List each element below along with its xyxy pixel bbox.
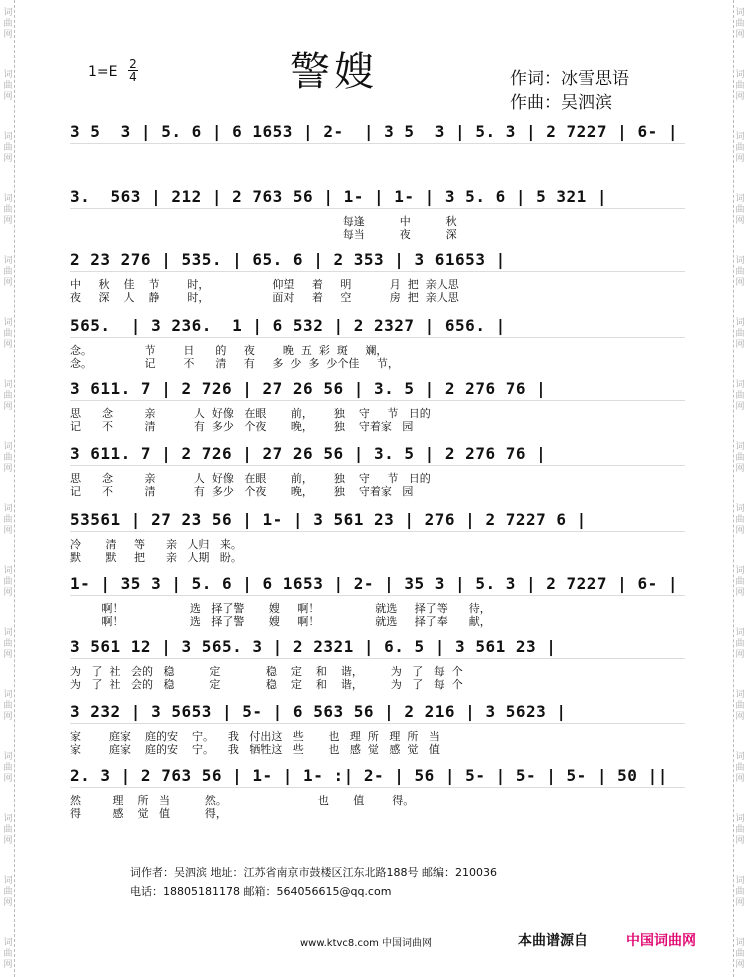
watermark-text: 词 曲 网 xyxy=(735,442,745,474)
lyric-line: 啊！ 选 择了警 嫂 啊！ 就选 择了奉 献， xyxy=(70,615,491,628)
site-url[interactable]: www.ktvc8.com 中国词曲网 xyxy=(300,938,433,949)
footer-contact: 电话：18805181178 邮箱：564056615@qq.com xyxy=(130,885,392,898)
watermark-text: 词 曲 网 xyxy=(3,938,13,970)
underline-guide xyxy=(70,723,685,724)
watermark-text: 词 曲 网 xyxy=(3,504,13,536)
watermark-text: 词 曲 网 xyxy=(3,876,13,908)
notation-line: 3 5 3 | 5. 6 | 6 1653 | 2- | 3 5 3 | 5. 3 | 2 7227 | 6- | xyxy=(70,122,678,141)
lyric-line: 每逢 中 秋 xyxy=(70,215,457,228)
lyric-line: 为 了 社 会的 稳 定 稳 定 和 谐， 为 了 每 个 xyxy=(70,665,463,678)
watermark-text: 词 曲 网 xyxy=(735,876,745,908)
lyric-line: 夜 深 人 静 时， 面对 着 空 房 把 亲人思 xyxy=(70,291,459,304)
composer: 作曲：吴泗滨 xyxy=(510,93,612,113)
song-title: 警嫂 xyxy=(290,49,378,95)
watermark-text: 词 曲 网 xyxy=(3,256,13,288)
watermark-text: 词 曲 网 xyxy=(3,814,13,846)
underline-guide xyxy=(70,208,685,209)
watermark-text: 词 曲 网 xyxy=(735,814,745,846)
underline-guide xyxy=(70,465,685,466)
watermark-text: 词 曲 网 xyxy=(3,690,13,722)
underline-guide xyxy=(70,400,685,401)
lyric-line: 思 念 亲 人 好像 在眼 前， 独 守 节 日的 xyxy=(70,472,431,485)
watermark-text: 词 曲 网 xyxy=(3,194,13,226)
watermark-text: 词 曲 网 xyxy=(735,938,745,970)
watermark-text: 词 曲 网 xyxy=(735,380,745,412)
lyric-line: 家 庭家 庭的安 宁。 我 付出这 些 也 理 所 理 所 当 xyxy=(70,730,440,743)
underline-guide xyxy=(70,531,685,532)
watermark-text: 词 曲 网 xyxy=(3,442,13,474)
watermark-text: 词 曲 网 xyxy=(3,380,13,412)
lyric-line: 为 了 社 会的 稳 定 稳 定 和 谐， 为 了 每 个 xyxy=(70,678,463,691)
watermark-text: 词 曲 网 xyxy=(3,628,13,660)
right-watermark-strip xyxy=(733,0,748,977)
lyric-line: 得 感 觉 值 得， xyxy=(70,807,227,820)
watermark-text: 词 曲 网 xyxy=(735,8,745,40)
time-bottom: 4 xyxy=(129,70,137,84)
watermark-text: 词 曲 网 xyxy=(3,132,13,164)
watermark-text: 词 曲 网 xyxy=(3,8,13,40)
lyric-line: 念。 节 日 的 夜 晚 五 彩 斑 斓， xyxy=(70,344,388,357)
notation-line: 3 561 12 | 3 565. 3 | 2 2321 | 6. 5 | 3 561 23 | xyxy=(70,637,557,656)
underline-guide xyxy=(70,143,685,144)
notation-line: 2. 3 | 2 763 56 | 1- | 1- :| 2- | 56 | 5- | 5- | 5- | 50 || xyxy=(70,766,668,785)
watermark-text: 词 曲 网 xyxy=(735,504,745,536)
lyric-line: 然 理 所 当 然。 也 值 得。 xyxy=(70,794,415,807)
lyric-line: 家 庭家 庭的安 宁。 我 牺牲这 些 也 感 觉 感 觉 值 xyxy=(70,743,440,756)
notation-line: 2 23 276 | 535. | 65. 6 | 2 353 | 3 61653 | xyxy=(70,250,506,269)
watermark-text: 词 曲 网 xyxy=(735,256,745,288)
watermark-text: 词 曲 网 xyxy=(735,690,745,722)
underline-guide xyxy=(70,787,685,788)
watermark-text: 词 曲 网 xyxy=(3,70,13,102)
notation-line: 3 611. 7 | 2 726 | 27 26 56 | 3. 5 | 2 276 76 | xyxy=(70,379,547,398)
underline-guide xyxy=(70,337,685,338)
underline-guide xyxy=(70,595,685,596)
key-signature: 1=E xyxy=(88,64,118,80)
watermark-text: 词 曲 网 xyxy=(3,566,13,598)
time-top: 2 xyxy=(129,57,137,71)
watermark-text: 词 曲 网 xyxy=(735,628,745,660)
lyricist: 作词：冰雪思语 xyxy=(510,69,629,89)
underline-guide xyxy=(70,271,685,272)
watermark-text: 词 曲 网 xyxy=(735,566,745,598)
notation-line: 53561 | 27 23 56 | 1- | 3 561 23 | 276 | 2 7227 6 | xyxy=(70,510,587,529)
watermark-text: 词 曲 网 xyxy=(735,132,745,164)
watermark-text: 词 曲 网 xyxy=(3,752,13,784)
brand-name[interactable]: 中国词曲网 xyxy=(626,933,696,949)
lyric-line: 每当 夜 深 xyxy=(70,228,457,241)
watermark-text: 词 曲 网 xyxy=(3,318,13,350)
notation-line: 3. 563 | 212 | 2 763 56 | 1- | 1- | 3 5. 6 | 5 321 | xyxy=(70,187,608,206)
lyric-line: 思 念 亲 人 好像 在眼 前， 独 守 节 日的 xyxy=(70,407,431,420)
notation-line: 3 611. 7 | 2 726 | 27 26 56 | 3. 5 | 2 276 76 | xyxy=(70,444,547,463)
notation-line: 3 232 | 3 5653 | 5- | 6 563 56 | 2 216 | 3 5623 | xyxy=(70,702,567,721)
footer-author: 词作者：吴泗滨 地址：江苏省南京市鼓楼区江东北路188号 邮编：210036 xyxy=(130,866,497,879)
watermark-text: 词 曲 网 xyxy=(735,318,745,350)
notation-line: 1- | 35 3 | 5. 6 | 6 1653 | 2- | 35 3 | 5. 3 | 2 7227 | 6- | xyxy=(70,574,678,593)
watermark-text: 词 曲 网 xyxy=(735,752,745,784)
left-watermark-strip xyxy=(0,0,15,977)
lyric-line: 冷 清 等 亲 人归 来。 xyxy=(70,538,242,551)
lyric-line: 念。 记 不 清 有 多 少 多 少个佳 节， xyxy=(70,357,399,370)
lyric-line: 记 不 清 有 多少 个夜 晚， 独 守着家 园 xyxy=(70,420,414,433)
time-signature xyxy=(128,58,138,83)
watermark-text: 词 曲 网 xyxy=(735,194,745,226)
lyric-line: 默 默 把 亲 人期 盼。 xyxy=(70,551,242,564)
underline-guide xyxy=(70,658,685,659)
notation-line: 565. | 3 236. 1 | 6 532 | 2 2327 | 656. | xyxy=(70,316,506,335)
watermark-text: 词 曲 网 xyxy=(735,70,745,102)
source-label: 本曲谱源自 xyxy=(518,933,588,949)
lyric-line: 啊！ 选 择了警 嫂 啊！ 就选 择了等 待， xyxy=(70,602,491,615)
lyric-line: 中 秋 佳 节 时， 仰望 着 明 月 把 亲人思 xyxy=(70,278,459,291)
lyric-line: 记 不 清 有 多少 个夜 晚， 独 守着家 园 xyxy=(70,485,414,498)
